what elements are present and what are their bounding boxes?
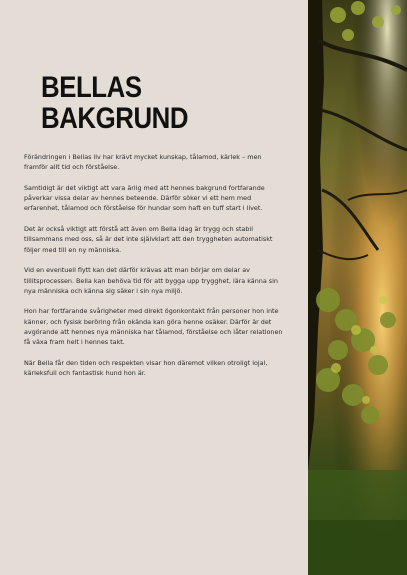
paragraph: Samtidigt är det viktigt att vara ärlig med att hennes bakgrund fortfarande påverkar vissa delar av hennes beteende. Därför söker vi ett hem med erfarenhet, tålamod och förståelse för hundar som haft en tuff start i livet. (24, 183, 265, 213)
paragraph: När Bella får den tiden och respekten visar hon däremot vilken otroligt lojal, kärleksfull och fantastisk hund hon är. (24, 358, 268, 378)
body-text (24, 152, 286, 389)
paragraph: Hon har fortfarande svårigheter med direkt ögonkontakt från personer hon inte känner, och fysisk beröring från okända kan göra henne osäker. Därför är det avgörande att hennes nya människa har tålamod, förståelse och låter relationen få växa fram helt i hennes takt. (24, 307, 283, 347)
paragraph: Det är också viktigt att förstå att även om Bella idag är trygg och stabil tillsammans med oss, så är det inte självklart att den tryggheten automatiskt följer med till en ny människa. (24, 225, 273, 254)
page-title-line-2: BAKGRUND (41, 102, 189, 135)
page-title (41, 72, 188, 134)
forest-photo-image (308, 0, 407, 575)
page-title-line-1: BELLAS (41, 71, 142, 104)
paragraph: Förändringen i Bellas liv har krävt mycket kunskap, tålamod, kärlek – men framför allt tid och förståelse. (24, 153, 262, 172)
forest-photo (308, 0, 407, 575)
paragraph: Vid en eventuell flytt kan det därför krävas att man börjar om delar av tillitsprocessen. Bella kan behöva tid för att bygga upp trygghet, lära känna sin nya människa och känna sig säker i sin nya miljö. (24, 266, 278, 295)
